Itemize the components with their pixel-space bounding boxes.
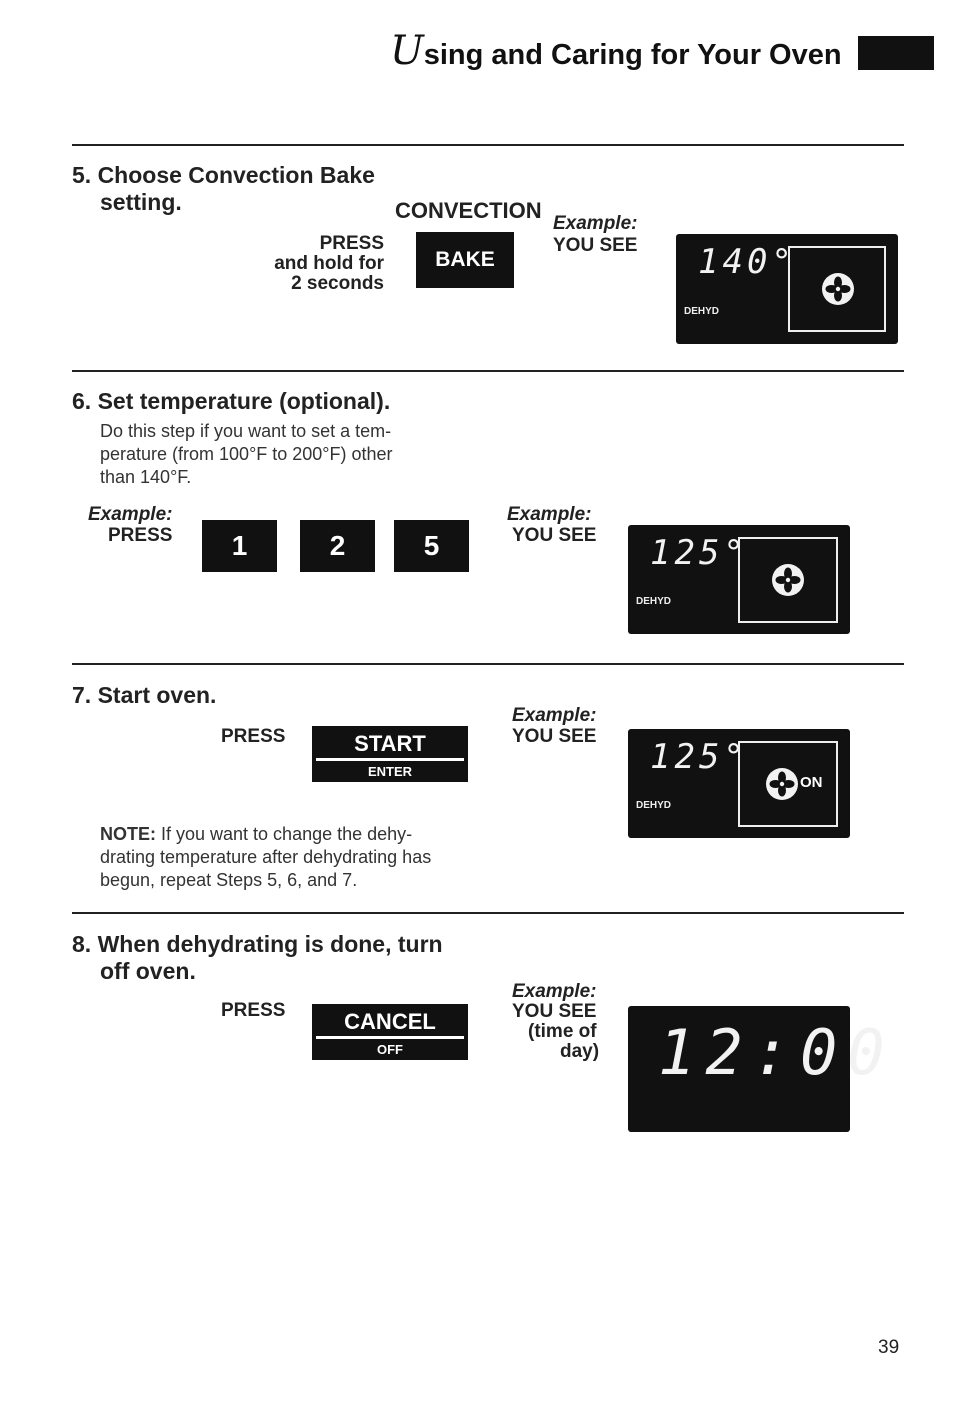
step7-title: 7. Start oven.: [72, 682, 217, 708]
fan-indicator-box: [738, 741, 838, 827]
header-decorative-logo-icon: [858, 36, 934, 70]
convection-fan-icon: [772, 564, 804, 596]
fan-indicator-box: [738, 537, 838, 623]
fan-indicator-box: [788, 246, 886, 332]
key-2-button[interactable]: 2: [300, 520, 375, 572]
step6-desc-line3: than 140°F.: [100, 467, 192, 487]
dehyd-indicator: DEHYD: [636, 800, 672, 811]
oven-display: [628, 525, 850, 634]
step8-title-line2: off oven.: [100, 958, 196, 984]
cancel-button[interactable]: [312, 1004, 468, 1060]
press-label: PRESS: [221, 1000, 286, 1021]
time-of-day-label: (time of: [528, 1021, 597, 1042]
example-label: Example:: [553, 213, 638, 234]
step6-desc-line2: perature (from 100°F to 200°F) other: [100, 444, 393, 464]
you-see-label: YOU SEE: [553, 235, 638, 256]
press-label: PRESS: [108, 525, 173, 546]
step5-title-line1: 5. Choose Convection Bake: [72, 162, 375, 188]
step8-title-line1: 8. When dehydrating is done, turn: [72, 931, 443, 957]
example-label: Example:: [88, 504, 173, 525]
convection-fan-icon: [766, 768, 798, 800]
display-temperature: 125°: [650, 737, 748, 777]
press-hold-label: and hold for: [274, 253, 384, 274]
bake-button[interactable]: BAKE: [416, 232, 514, 288]
divider: [72, 144, 904, 146]
step6-title: 6. Set temperature (optional).: [72, 388, 391, 414]
note-line3: begun, repeat Steps 5, 6, and 7.: [100, 870, 358, 890]
divider: [72, 370, 904, 372]
note-line2: drating temperature after dehydrating has: [100, 847, 432, 867]
you-see-label: YOU SEE: [512, 525, 597, 546]
cancel-button-label: CANCEL: [344, 1009, 436, 1034]
enter-label: ENTER: [367, 764, 413, 779]
note-label: NOTE:: [100, 824, 156, 844]
convection-fan-icon: [822, 273, 854, 305]
on-indicator: ON: [800, 774, 823, 791]
press-seconds-label: 2 seconds: [291, 273, 384, 294]
divider: [72, 663, 904, 665]
page-header-title: Using and Caring for Your Oven: [390, 28, 842, 74]
example-label: Example:: [512, 705, 597, 726]
page-number: 39: [878, 1337, 900, 1358]
convection-label: CONVECTION: [395, 198, 542, 223]
step6-desc-line1: Do this step if you want to set a tem-: [100, 421, 392, 441]
time-of-day-label-2: day): [560, 1041, 600, 1062]
display-temperature: 125°: [650, 533, 748, 573]
example-label: Example:: [512, 981, 597, 1002]
press-label: PRESS: [319, 233, 384, 254]
oven-display: [628, 729, 850, 838]
press-label: PRESS: [221, 726, 286, 747]
you-see-label: YOU SEE: [512, 1001, 597, 1022]
step5-title-line2: setting.: [100, 189, 182, 215]
key-1-button[interactable]: 1: [202, 520, 277, 572]
key-5-button[interactable]: 5: [394, 520, 469, 572]
start-button[interactable]: [312, 726, 468, 782]
display-temperature: 140°: [698, 242, 796, 282]
oven-display: [628, 1006, 895, 1132]
dehyd-indicator: DEHYD: [684, 306, 720, 317]
note-line1: NOTE: If you want to change the dehy-: [100, 824, 413, 844]
divider: [72, 912, 904, 914]
off-label: OFF: [377, 1042, 403, 1057]
dehyd-indicator: DEHYD: [636, 596, 672, 607]
start-button-label: START: [354, 731, 426, 756]
key-divider: [316, 1036, 464, 1039]
key-divider: [316, 758, 464, 761]
example-label: Example:: [507, 504, 592, 525]
you-see-label: YOU SEE: [512, 726, 597, 747]
display-clock: 12:00: [658, 1016, 895, 1089]
oven-display: [676, 234, 898, 344]
